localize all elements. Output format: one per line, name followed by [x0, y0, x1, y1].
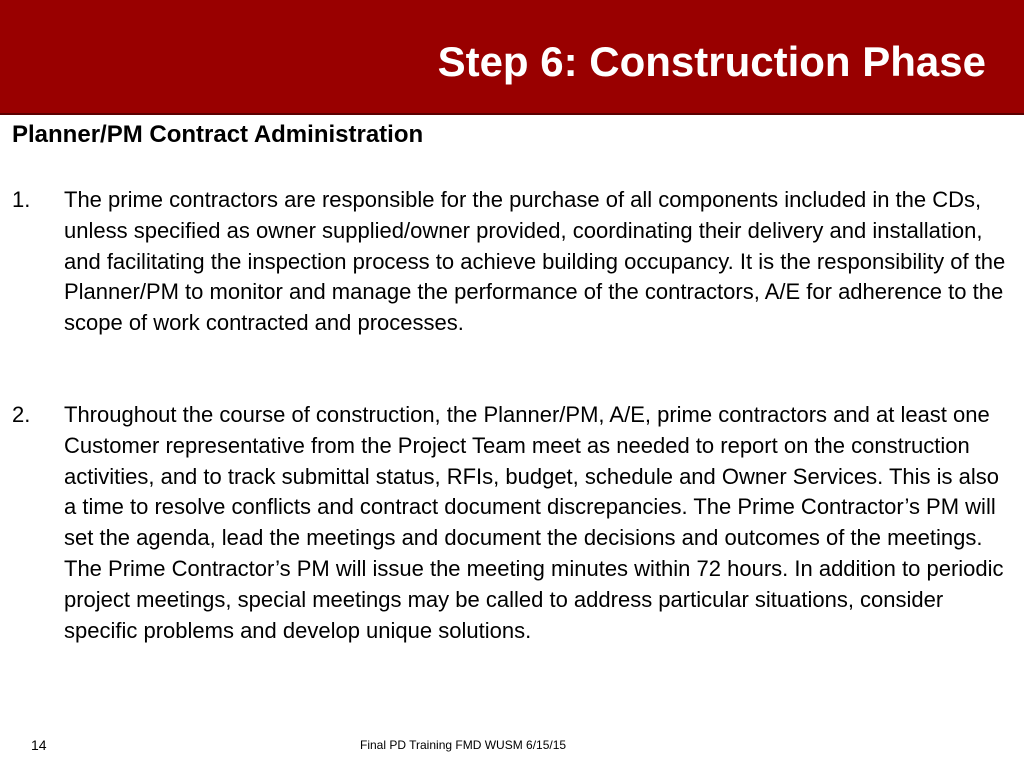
list-item: [12, 400, 1012, 646]
list-item-text: Throughout the course of construction, the Planner/PM, A/E, prime contractors and at least one Customer representative from the Project Team meet as needed to report on the construction activities, and to track submittal status, RFIs, budget, schedule and Owner Services. This is also a time to resolve conflicts and contract document discrepancies. The Prime Contractor’s PM will set the agenda, lead the meetings and document the decisions and outcomes of the meetings. The Prime Contractor’s PM will issue the meeting minutes within 72 hours. In addition to periodic project meetings, special meetings may be called to address particular situations, consider specific problems and develop unique solutions.: [64, 402, 1004, 643]
page-number: 14: [31, 737, 47, 753]
section-heading: Planner/PM Contract Administration: [12, 121, 424, 148]
list-item-number: 2.: [12, 402, 31, 427]
title-bar: [0, 0, 1024, 115]
footer-text: Final PD Training FMD WUSM 6/15/15: [360, 738, 567, 752]
slide-title: Step 6: Construction Phase: [437, 38, 986, 85]
list-item: [12, 185, 1012, 339]
list-item-text: The prime contractors are responsible for the purchase of all components included in the CDs, unless specified as owner supplied/owner provided, coordinating their delivery and installation, and facilitating the inspection process to achieve building occupancy. It is the responsibility of the Planner/PM to monitor and manage the performance of the contractors, A/E for adherence to the scope of work contracted and processes.: [64, 187, 1006, 336]
list-item-number: 1.: [12, 187, 31, 212]
